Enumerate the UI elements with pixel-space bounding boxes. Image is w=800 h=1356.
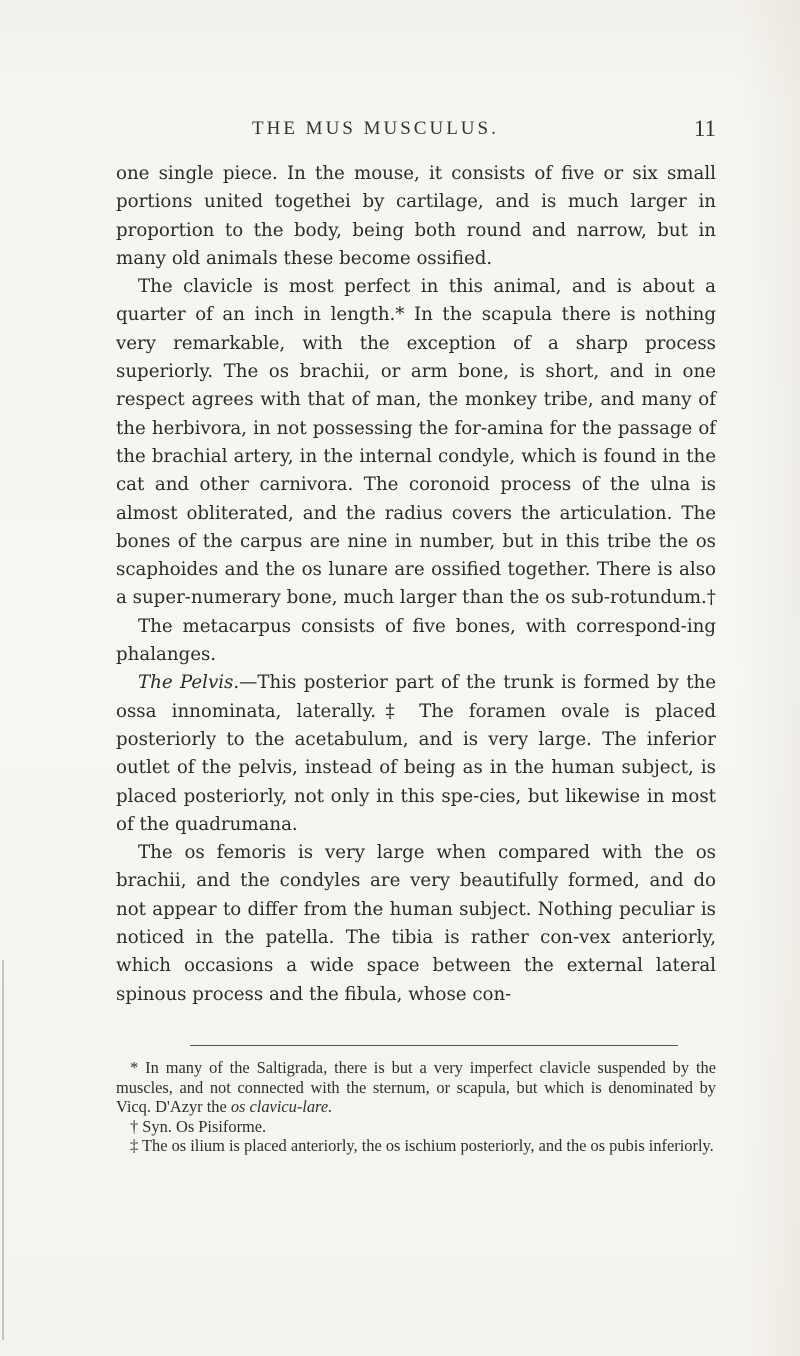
page-header <box>116 116 716 146</box>
footnote-2: † Syn. Os Pisiforme. <box>130 1116 267 1136</box>
footnote-1-italic: os clavicu-lare. <box>230 1097 333 1117</box>
page-edge-shadow <box>740 0 800 1356</box>
footnotes <box>116 1058 716 1156</box>
body-text <box>116 160 716 1009</box>
section-heading-pelvis: The Pelvis. <box>138 672 240 694</box>
paragraph-3: The metacarpus consists of five bones, with correspond-ing phalanges. <box>116 615 716 666</box>
footnote-1 <box>116 1058 716 1117</box>
paragraph-2: The clavicle is most perfect in this animal, and is about a quarter of an inch in length.* In the scapula there is nothing very remarkable, with the exception of a sharp process superiorly. The os brachii, or arm bone, is short, and in one respect agrees with that of man, the monkey tribe, and many of the herbivora, in not possessing the for-amina for the passage of the brachial artery, in the internal condyle, which is found in the cat and other carnivora. The coronoid process of the ulna is almost obliterated, and the radius covers the articulation. The bones of the carpus are nine in number, but in this tribe the os scaphoides and the os lunare are ossified together. There is also a super-numerary bone, much larger than the os sub-rotundum.† <box>116 276 716 609</box>
footnote-1-text: * In many of the Saltigrada, there is but a very imperfect clavicle suspended by the muscles, and not connected with the sternum, or scapula, but which is denominated by Vicq. D'Azyr the <box>116 1058 716 1117</box>
page-number: 11 <box>693 116 716 141</box>
running-title: THE MUS MUSCULUS. <box>252 118 499 139</box>
paragraph-1: one single piece. In the mouse, it consists of five or six small portions united togethei by cartilage, and is much larger in proportion to the body, being both round and narrow, but in many old animals these become ossified. <box>116 163 716 269</box>
binding-mark <box>2 960 4 1340</box>
paragraph-4 <box>116 669 716 839</box>
paragraph-4-text: —This posterior part of the trunk is formed by the ossa innominata, laterally.‡ The foramen ovale is placed posteriorly to the acetabulum, and is very large. The inferior outlet of the pelvis, instead of being as in the human subject, is placed posteriorly, not only in this spe-cies, but likewise in most of the quadrumana. <box>116 672 716 835</box>
paragraph-5: The os femoris is very large when compared with the os brachii, and the condyles are very beautifully formed, and do not appear to differ from the human subject. Nothing peculiar is noticed in the patella. The tibia is rather con-vex anteriorly, which occasions a wide space between the external lateral spinous process and the fibula, whose con- <box>116 842 716 1005</box>
footnote-rule <box>190 1045 678 1046</box>
footnote-3: ‡ The os ilium is placed anteriorly, the os ischium posteriorly, and the os pubis inferiorly. <box>130 1136 714 1156</box>
